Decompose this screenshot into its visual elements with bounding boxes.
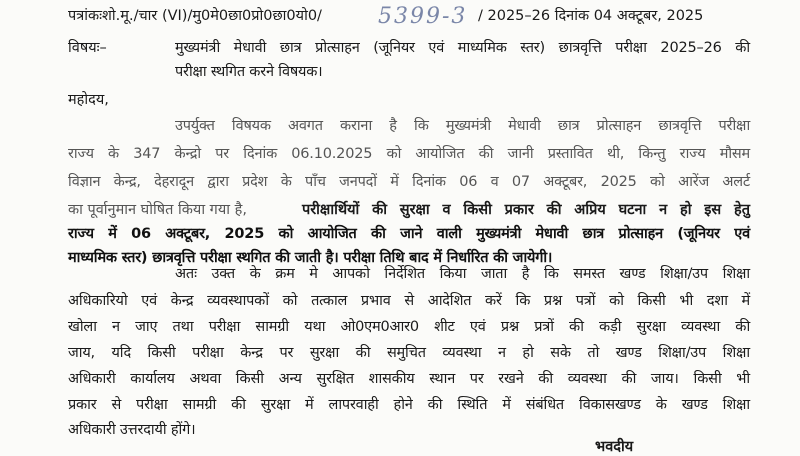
- paragraph-line: प्रकार से परीक्षा सामग्री की सुरक्षा में लापरवाही होने की स्थिति में संबंधित विकासखण्ड के खण्ड शिक्षा: [68, 397, 750, 413]
- paragraph-line: जाय, यदि किसी परीक्षा केन्द्र पर सुरक्षा की समुचित व्यवस्था न हो सके तो खण्ड शिक्षा/उप शिक्षा: [68, 345, 750, 361]
- emphasis-text: माध्यमिक स्तर) छात्रवृत्ति परीक्षा स्थगित की जाती है। परीक्षा तिथि बाद में निर्धारित की जायेगी।: [68, 250, 553, 266]
- handwritten-reference: 5399-3: [378, 4, 468, 29]
- closing: भवदीय: [595, 439, 634, 455]
- paragraph-line: अधिकारियो एवं केन्द्र व्यवस्थापकों को तत्काल प्रभाव से आदेशित करें कि प्रश्न पत्रों को किसी भी दशा में: [68, 293, 750, 309]
- emphasis-text: परीक्षार्थियों की सुरक्षा व किसी प्रकार की अप्रिय घटना न हो इस हेतु: [302, 202, 750, 218]
- paragraph-line: उपर्युक्त विषयक अवगत कराना है कि मुख्यमंत्री मेधावी छात्र प्रोत्साहन छात्रवृत्ति परीक्षा: [175, 118, 750, 134]
- paragraph-line: अतः उक्त के क्रम मे आपको निर्देशित किया जाता है कि समस्त खण्ड शिक्षा/उप शिक्षा: [175, 266, 750, 282]
- subject-line: मुख्यमंत्री मेधावी छात्र प्रोत्साहन (जूनियर एवं माध्यमिक स्तर) छात्रवृत्ति परीक्षा 2025–26 की: [175, 40, 750, 56]
- reference-number: पत्रांकःशो.मू./चार (VI)/मु0मे0छा0प्रो0छा0यो0/: [68, 8, 322, 24]
- paragraph-line: का पूर्वानुमान घोषित किया गया है,: [68, 202, 247, 218]
- paragraph-line: अधिकारी उत्तरदायी होंगे।: [68, 422, 196, 438]
- emphasis-text: राज्य में 06 अक्टूबर, 2025 को आयोजित की जाने वाली मुख्यमंत्री मेधावी छात्र प्रोत्साहन (जूनियर एवं: [68, 226, 750, 242]
- paragraph-line: खोला न जाए तथा परीक्षा सामग्री यथा ओ0एम0आर0 शीट एवं प्रश्न प्रत्रों की कड़ी सुरक्षा व्यवस्था की: [68, 319, 750, 335]
- reference-date: / 2025–26 दिनांक 04 अक्टूबर, 2025: [478, 8, 704, 24]
- paragraph-line: राज्य के 347 केन्द्रो पर दिनांक 06.10.2025 को आयोजित की जानी प्रस्तावित थी, किन्तु राज्य मौसम: [68, 146, 750, 162]
- subject-label: विषयः–: [68, 40, 107, 56]
- paragraph-line: अधिकारी कार्यालय अथवा किसी अन्य सुरक्षित शासकीय स्थान पर रखने की व्यवस्था की जाय। किसी भी: [68, 371, 750, 387]
- subject-line: परीक्षा स्थगित करने विषयक।: [175, 64, 323, 80]
- salutation: महोदय,: [68, 92, 109, 108]
- paragraph-line: विज्ञान केन्द्र, देहरादून द्वारा प्रदेश के पाँच जनपदों में दिनांक 06 व 07 अक्टूबर, 2025 को आरेंज अलर्ट: [68, 174, 750, 190]
